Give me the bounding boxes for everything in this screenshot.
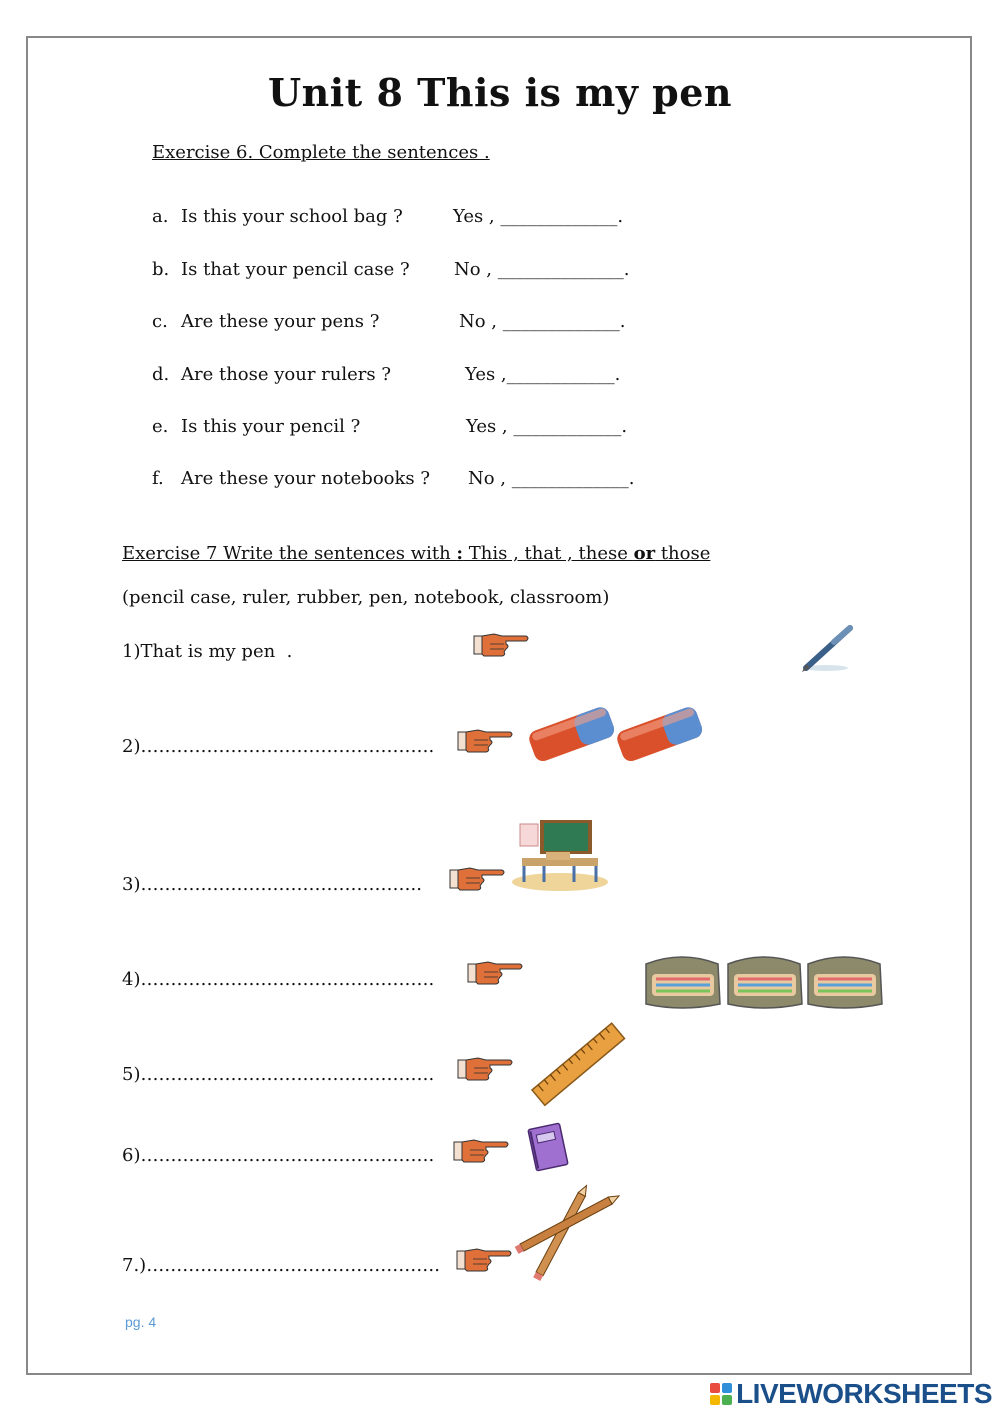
ex6-answer-d[interactable]: Yes ,____________. <box>465 364 621 385</box>
page-number: pg. 4 <box>125 1314 157 1330</box>
ex6-answer-c[interactable]: No , _____________. <box>459 311 626 332</box>
ex6-answer-a[interactable]: Yes , _____________. <box>453 206 624 227</box>
ex6-label-a: a. <box>152 206 169 227</box>
ex7-heading-or: or <box>633 543 656 564</box>
ex6-label-e: e. <box>152 416 169 437</box>
pointing-hand-icon <box>472 628 530 660</box>
pointing-hand-icon <box>448 862 506 894</box>
pointing-hand-icon <box>456 1052 514 1084</box>
ex6-label-b: b. <box>152 259 170 280</box>
pencil-case-icon <box>642 946 888 1014</box>
ex7-item-4[interactable]: 4)…………………………………………. <box>122 969 435 990</box>
ex6-question-f: Are these your notebooks ? <box>181 468 431 489</box>
ex7-item-5[interactable]: 5)…………………………………………. <box>122 1064 435 1085</box>
ex6-answer-b[interactable]: No , ______________. <box>454 259 630 280</box>
ex6-question-b: Is that your pencil case ? <box>181 259 410 280</box>
ex6-answer-e[interactable]: Yes , ____________. <box>466 416 628 437</box>
ex6-label-f: f. <box>152 468 164 489</box>
ex7-heading-colon: : <box>456 543 464 564</box>
pointing-hand-icon <box>456 724 514 756</box>
ex7-heading-those: those <box>655 543 711 564</box>
ex6-label-c: c. <box>152 311 168 332</box>
exercise7-heading <box>122 543 710 564</box>
page-title: Unit 8 This is my pen <box>267 70 733 115</box>
ex6-question-a: Is this your school bag ? <box>181 206 403 227</box>
ex6-label-d: d. <box>152 364 170 385</box>
ex6-question-d: Are those your rulers ? <box>181 364 391 385</box>
classroom-icon <box>510 818 610 892</box>
pointing-hand-icon <box>452 1134 510 1166</box>
ex7-item-6[interactable]: 6)…………………………………………. <box>122 1145 435 1166</box>
exercise6-heading: Exercise 6. Complete the sentences . <box>152 142 490 163</box>
liveworksheets-logo <box>710 1378 992 1410</box>
ruler-icon <box>524 1016 612 1100</box>
pen-icon <box>800 622 856 674</box>
notebook-icon <box>524 1120 572 1174</box>
ex6-question-c: Are these your pens ? <box>181 311 380 332</box>
rubber-icon <box>520 708 700 772</box>
ex7-heading-words: This , that , these <box>463 543 634 564</box>
pointing-hand-icon <box>455 1243 513 1275</box>
ex7-item-1: 1)That is my pen . <box>122 641 293 662</box>
ex6-question-e: Is this your pencil ? <box>181 416 361 437</box>
pointing-hand-icon <box>466 956 524 988</box>
ex7-item-2[interactable]: 2)…………………………………………. <box>122 736 435 757</box>
pencil-icon <box>514 1186 624 1276</box>
ex6-answer-f[interactable]: No , _____________. <box>468 468 635 489</box>
liveworksheets-wordmark: LIVEWORKSHEETS <box>736 1378 992 1409</box>
ex7-item-7[interactable]: 7.)…………………………………………. <box>122 1255 440 1276</box>
liveworksheets-mark-icon <box>710 1383 732 1405</box>
word-bank: (pencil case, ruler, rubber, pen, notebook, classroom) <box>122 587 610 608</box>
page-border <box>26 36 972 1375</box>
ex7-item-3[interactable]: 3)……………………………………….. <box>122 874 422 895</box>
ex7-heading-text: Exercise 7 Write the sentences with <box>122 543 457 564</box>
